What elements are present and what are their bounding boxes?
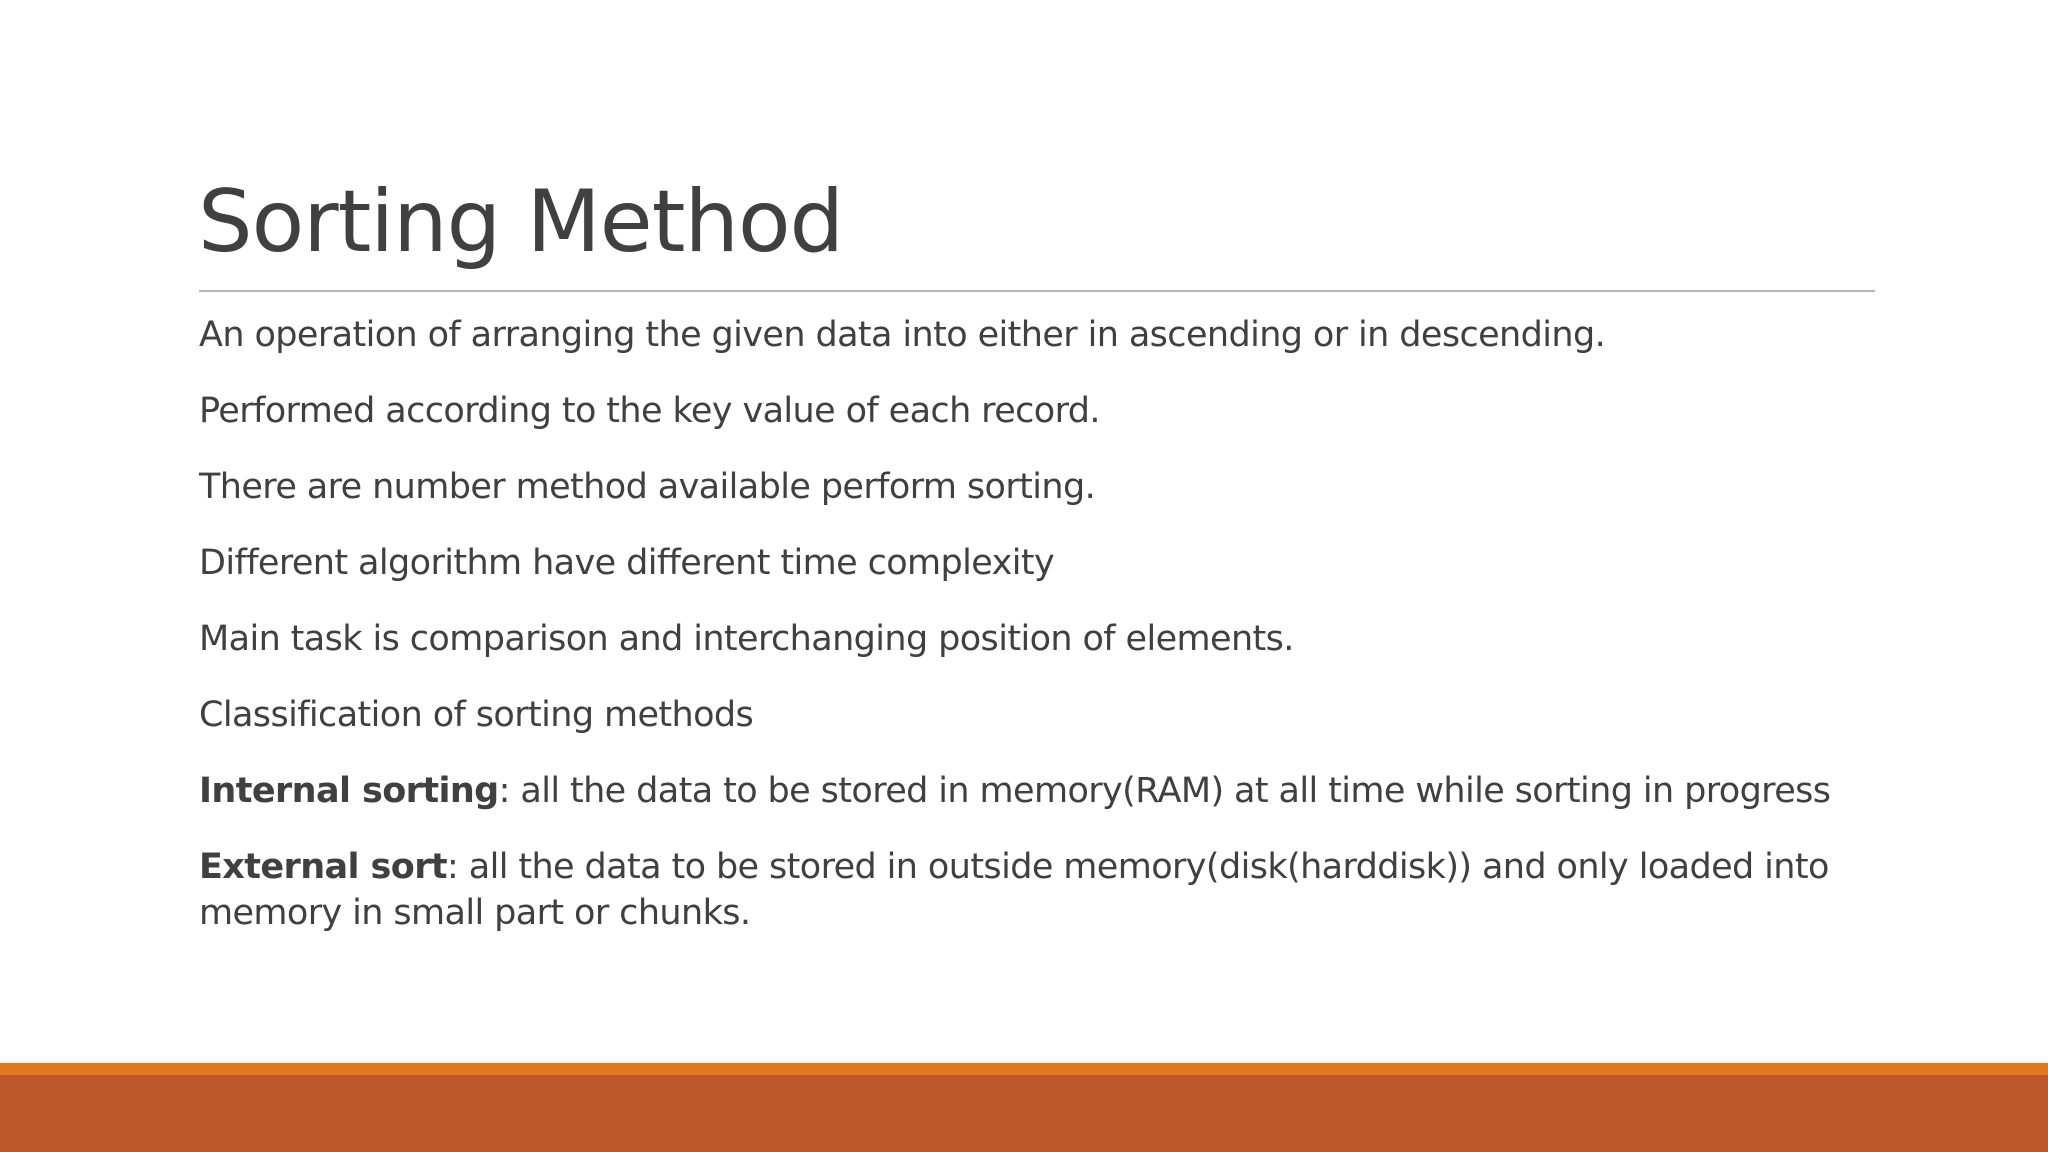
slide-title: Sorting Method: [198, 172, 844, 272]
body-paragraph: Main task is comparison and interchanging position of elements.: [199, 619, 1294, 659]
external-sort-paragraph: [199, 844, 1889, 936]
footer-accent-bar-thin: [0, 1063, 2048, 1075]
body-paragraph: Performed according to the key value of each record.: [199, 391, 1100, 431]
internal-sorting-term: Internal sorting: [199, 771, 499, 811]
body-paragraph: Different algorithm have different time complexity: [199, 543, 1055, 583]
slide-body: [199, 312, 1889, 966]
internal-sorting-description: : all the data to be stored in memory(RAM) at all time while sorting in progress: [498, 771, 1831, 811]
body-paragraph: Classification of sorting methods: [199, 695, 754, 735]
external-sort-description: : all the data to be stored in outside memory(disk(harddisk)) and only loaded into memory in small part or chunks.: [199, 847, 1829, 933]
footer-accent-bar-thick: [0, 1075, 2048, 1152]
body-paragraph: An operation of arranging the given data into either in ascending or in descending.: [199, 315, 1606, 355]
external-sort-term: External sort: [199, 847, 448, 887]
title-divider: [199, 290, 1875, 292]
internal-sorting-paragraph: [199, 768, 1889, 814]
body-paragraph: There are number method available perform sorting.: [199, 467, 1096, 507]
